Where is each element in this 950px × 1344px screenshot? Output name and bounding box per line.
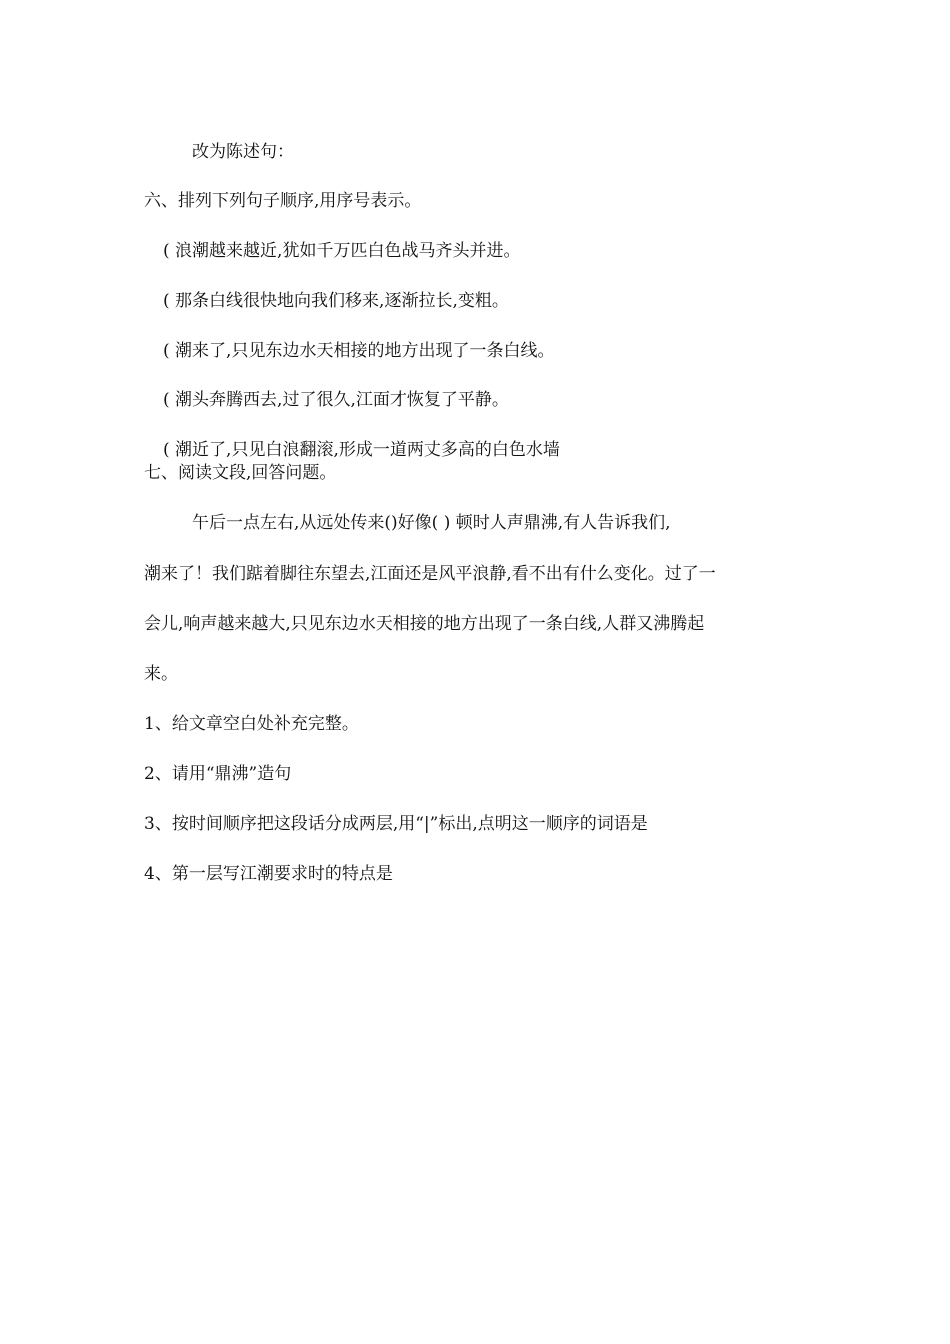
section6-title: 六、排列下列句子顺序,用序号表示。 <box>144 191 422 211</box>
question-4: 4、第一层写江潮要求时的特点是 <box>144 864 393 884</box>
order-item-5: ( 潮近了,只见白浪翻滚,形成一道两丈多高的白色水墙 <box>163 440 560 460</box>
passage-line-2: 潮来了！我们踮着脚往东望去,江面还是风平浪静,看不出有什么变化。过了一 <box>144 564 716 584</box>
passage-line-4: 来。 <box>144 664 178 684</box>
order-item-1: ( 浪潮越来越近,犹如千万匹白色战马齐头并进。 <box>163 241 521 261</box>
change-to-statement-line: 改为陈述句： <box>192 142 294 162</box>
question-2: 2、请用“鼎沸”造句 <box>144 764 292 784</box>
order-item-2: ( 那条白线很快地向我们移来,逐渐拉长,变粗。 <box>163 291 509 311</box>
passage-line-1: 午后一点左右,从远处传来()好像( ) 顿时人声鼎沸,有人告诉我们, <box>192 513 671 533</box>
order-item-3: ( 潮来了,只见东边水天相接的地方出现了一条白线。 <box>163 341 555 361</box>
question-3: 3、按时间顺序把这段话分成两层,用“|”标出,点明这一顺序的词语是 <box>144 814 648 834</box>
order-item-4: ( 潮头奔腾西去,过了很久,江面才恢复了平静。 <box>163 390 509 410</box>
section7-title: 七、阅读文段,回答问题。 <box>144 463 337 483</box>
passage-line-3: 会儿,响声越来越大,只见东边水天相接的地方出现了一条白线,人群又沸腾起 <box>144 614 705 634</box>
question-1: 1、给文章空白处补充完整。 <box>144 714 359 734</box>
